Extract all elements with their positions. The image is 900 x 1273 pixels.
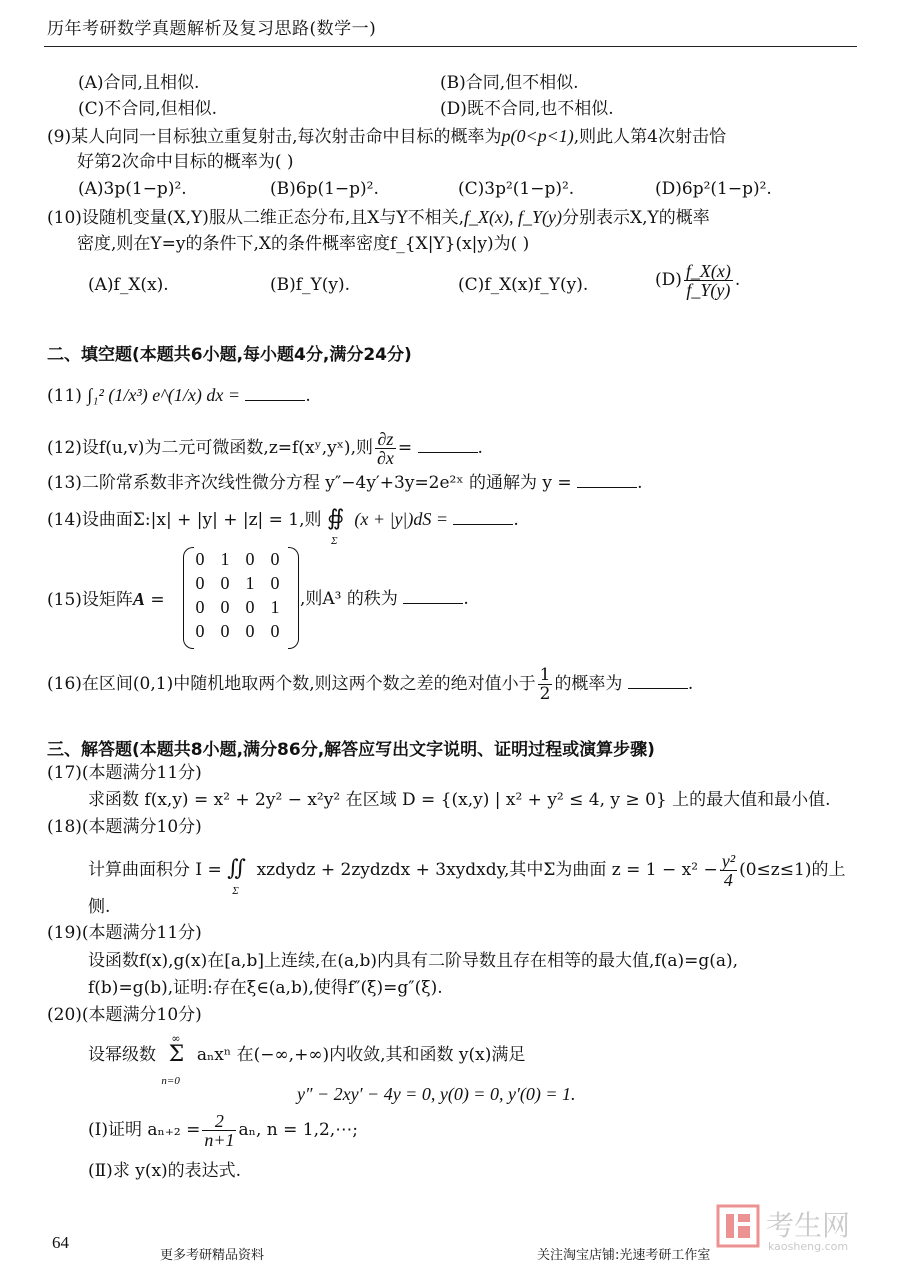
q15-var: A: [132, 589, 145, 609]
q19-label: (19)(本题满分11分): [47, 923, 202, 943]
q18-body: [88, 851, 846, 897]
q16-num: 1: [539, 665, 551, 685]
matrix-cell: 0: [270, 621, 280, 641]
section3-title: 三、解答题(本题共8小题,满分86分,解答应写出文字说明、证明过程或演算步骤): [47, 740, 655, 760]
section2-title: 二、填空题(本题共6小题,每小题4分,满分24分): [47, 345, 412, 365]
q20-text-a: 设幂级数: [88, 1045, 156, 1065]
q20-sum-bottom: n=0: [161, 1075, 180, 1087]
q10-line1: [47, 206, 710, 229]
q13-text: (13)二阶常系数非齐次线性微分方程 y″−4y′+3y=2e²ˣ 的通解为 y =: [47, 473, 572, 493]
q8-option-a: (A)合同,且相似.: [78, 73, 200, 93]
q10-option-a: (A)f_X(x).: [88, 275, 169, 295]
q16-answer-blank: [628, 674, 688, 689]
q9-option-d: (D)6p²(1−p)².: [655, 179, 772, 199]
q18-text-a: 计算曲面积分 I =: [88, 860, 222, 880]
q15-eq: =: [150, 590, 165, 610]
q10-option-c: (C)f_X(x)f_Y(y).: [458, 275, 589, 295]
q14-surface-integral: [326, 506, 349, 547]
q13: (13)二阶常系数非齐次线性微分方程 y″−4y′+3y=2e²ˣ 的通解为 y = .: [47, 473, 643, 493]
q18-body-end: 侧.: [88, 897, 111, 917]
q10-line2: 密度,则在Y=y的条件下,X的条件概率密度f_{X|Y}(x|y)为( ): [77, 234, 530, 254]
q9-text-b: ,则此人第4次射击恰: [573, 127, 726, 147]
logo-text-cn: 考生网: [766, 1209, 851, 1242]
matrix-cell: 0: [270, 573, 280, 593]
q10-option-d-fraction: [684, 262, 733, 299]
q10-option-d-end: .: [734, 270, 741, 290]
q20-line1: [88, 1032, 526, 1087]
q15-after: ,则A³ 的秩为 .: [300, 589, 469, 609]
q12-answer-blank: [418, 438, 478, 453]
q18-num: y²: [721, 851, 736, 871]
q12: (12)设f(u,v)为二元可微函数,z=f(xʸ,yˣ),则 $\frac{\partial z}{\partial x}$ = .: [47, 429, 483, 468]
q20-text-b: aₙxⁿ 在(−∞,+∞)内收敛,其和函数 y(x)满足: [196, 1045, 526, 1065]
matrix-cell: 0: [245, 621, 255, 641]
q9-line1: [47, 125, 726, 148]
q10-text-c: 分别表示X,Y的概率: [562, 208, 710, 228]
q14-text-a: (14)设曲面Σ:|x| + |y| + |z| = 1,则: [47, 510, 322, 530]
q20-part1-fraction: [202, 1112, 236, 1149]
q20-part1-text-a: (Ⅰ)证明 aₙ₊₂ =: [88, 1120, 201, 1140]
q18-integral-sub: Σ: [232, 885, 239, 897]
q10-option-d: [655, 262, 740, 299]
matrix-cell: 0: [195, 597, 205, 617]
q18-label: (18)(本题满分10分): [47, 817, 202, 837]
logo-text-url: kaosheng.com: [768, 1240, 849, 1253]
q10-option-d-label: (D): [655, 270, 682, 290]
matrix-cell: 1: [220, 549, 230, 569]
matrix-cell: 0: [220, 597, 230, 617]
q20-part1-den: n+1: [204, 1130, 235, 1150]
q20-label: (20)(本题满分10分): [47, 1005, 202, 1025]
matrix-cell: 0: [195, 621, 205, 641]
q11-expr: ∫₁² (1/x³) e^(1/x) dx =: [87, 385, 240, 405]
q9-math-p: p(0<p<1): [501, 126, 574, 146]
q20-sum-sign: Σ: [168, 1042, 185, 1067]
matrix-cell: 0: [195, 549, 205, 569]
q16-den: 2: [539, 684, 551, 704]
matrix-cell: 0: [245, 597, 255, 617]
q19-line2: f(b)=g(b),证明:存在ξ∈(a,b),使得f″(ξ)=g″(ξ).: [88, 978, 443, 998]
q19-line1: 设函数f(x),g(x)在[a,b]上连续,在(a,b)内具有二阶导数且存在相等的最大值,f(a)=g(a),: [88, 951, 739, 971]
q9-option-b: (B)6p(1−p)².: [270, 179, 379, 199]
q18-den: 4: [723, 870, 733, 890]
q8-option-c: (C)不合同,但相似.: [78, 99, 218, 119]
q12-eq: =: [397, 438, 413, 458]
q10-option-d-den: f_Y(y): [686, 280, 731, 300]
q8-option-d: (D)既不合同,也不相似.: [440, 99, 614, 119]
q12-text: (12)设f(u,v)为二元可微函数,z=f(xʸ,yˣ),则: [47, 438, 373, 458]
q14-integral-sub: Σ: [330, 535, 338, 547]
header-rule: [44, 46, 857, 47]
q16-fraction: [538, 666, 553, 703]
q9-option-c: (C)3p²(1−p)².: [458, 179, 575, 199]
q14-integral-sign: ∯: [326, 506, 345, 531]
matrix-cell: 0: [270, 549, 280, 569]
q14: (14)设曲面Σ:|x| + |y| + |z| = 1,则 ∯ Σ (x + |y|)dS = .: [47, 508, 519, 531]
q20-summation: [161, 1032, 191, 1087]
q12-num: ∂z: [375, 430, 396, 449]
q8-option-b: (B)合同,但不相似.: [440, 73, 579, 93]
q10-option-d-num: f_X(x): [685, 261, 731, 281]
q12-fraction: [375, 430, 396, 467]
running-header: 历年考研数学真题解析及复习思路(数学一): [47, 19, 377, 39]
q12-den: ∂x: [376, 448, 394, 468]
q15-text: (15)设矩阵: [47, 590, 133, 610]
q10-text-a: (10)设随机变量(X,Y)服从二维正态分布,且X与Y不相关,: [47, 208, 465, 228]
matrix-right-bracket: [288, 547, 299, 649]
q15-matrix: [183, 547, 299, 647]
matrix-cell: 0: [220, 573, 230, 593]
q18-integral-sign: ∬: [227, 856, 246, 881]
q18-text-b: xzdydz + 2zydzdx + 3xydxdy,其中Σ为曲面 z = 1 − x² −: [256, 860, 718, 880]
matrix-cell: 0: [195, 573, 205, 593]
matrix-cell: 1: [245, 573, 255, 593]
q20-sum-top: ∞: [171, 1032, 181, 1045]
q14-text-b: (x + |y|)dS =: [354, 509, 449, 529]
q10-math: f_X(x), f_Y(y): [464, 207, 562, 227]
q11-label: (11): [47, 386, 82, 406]
page-number: 64: [52, 1233, 69, 1252]
q18-fraction: [720, 852, 737, 889]
q17-label: (17)(本题满分11分): [47, 763, 202, 783]
q11: (11) ∫₁² (1/x³) e^(1/x) dx = .: [47, 385, 311, 406]
q15-after-text: ,则A³ 的秩为: [300, 589, 398, 609]
q20-part1: [88, 1112, 358, 1149]
footer-left-text: 更多考研精品资料: [160, 1248, 265, 1263]
q20-part2: (Ⅱ)求 y(x)的表达式.: [88, 1161, 242, 1181]
q14-answer-blank: [453, 510, 513, 525]
matrix-cell: 0: [245, 549, 255, 569]
q9-option-a: (A)3p(1−p)².: [78, 179, 187, 199]
q18-text-c: (0≤z≤1)的上: [739, 860, 846, 880]
q10-option-b: (B)f_Y(y).: [270, 275, 351, 295]
q17-body: 求函数 f(x,y) = x² + 2y² − x²y² 在区域 D = {(x,y) | x² + y² ≤ 4, y ≥ 0} 上的最大值和最小值.: [88, 790, 831, 810]
footer-right-text: 关注淘宝店铺:光速考研工作室: [537, 1248, 711, 1263]
kaosheng-logo: [716, 1204, 876, 1258]
q15-answer-blank: [403, 589, 463, 604]
q16-text-a: (16)在区间(0,1)中随机地取两个数,则这两个数之差的绝对值小于: [47, 674, 536, 694]
q15-label: [47, 588, 165, 611]
q20-part1-num: 2: [202, 1112, 236, 1131]
matrix-cell: 1: [270, 597, 280, 617]
q16-text-b: 的概率为: [554, 674, 623, 694]
matrix-cell: 0: [220, 621, 230, 641]
q20-equation: y″ − 2xy′ − 4y = 0, y(0) = 0, y′(0) = 1.: [297, 1084, 576, 1104]
q9-text-a: (9)某人向同一目标独立重复射击,每次射击命中目标的概率为: [47, 127, 502, 147]
q9-line2: 好第2次命中目标的概率为( ): [77, 152, 294, 172]
q20-part1-text-b: aₙ, n = 1,2,⋯;: [238, 1120, 358, 1140]
q16: (16)在区间(0,1)中随机地取两个数,则这两个数之差的绝对值小于 $\frac{1}{2}$ 的概率为 .: [47, 665, 694, 704]
q18-surface-integral: [227, 856, 251, 897]
q11-answer-blank: [245, 386, 305, 401]
q13-answer-blank: [577, 473, 637, 488]
